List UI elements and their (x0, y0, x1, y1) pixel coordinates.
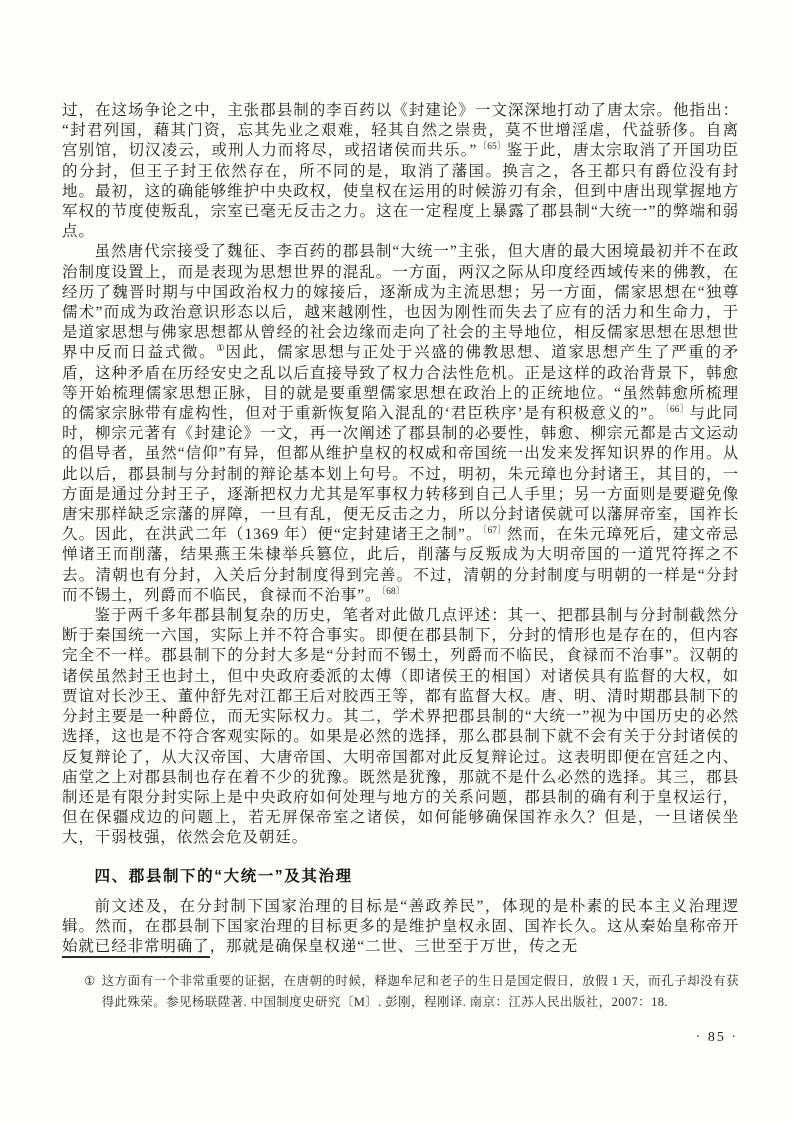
footnote (62, 971, 739, 1012)
section-heading: 四、郡县制下的“大统一”及其治理 (94, 867, 353, 885)
footnote-marker: ① (84, 974, 96, 988)
paragraph-continuation: 过，在这场争论之中，主张郡县制的李百药以《封建论》一文深深地打动了唐太宗。他指出：“封君列国，藉其门资，忘其先业之艰难，轻其自然之崇贵，莫不世增淫虐，代益骄侈。自离宫别馆，切汉凌云，或刑人力而将尽，或招诸侯而共乐。”$^{〔65〕}$鉴于此，唐太宗取消了开国功臣的分封，但王子封王依然存在，所不同的是，取消了藩国。换言之，各王都只有爵位没有封地。最初，这的确能够维护中央政权，使皇权在运用的时候游刃有余，但到中唐出现掌握地方军权的节度使叛乱，宗室已毫无反击之力。这在一定程度上暴露了郡县制“大统一”的弊端和弱点。 (62, 102, 739, 241)
paragraph-commentary: 鉴于两千多年郡县制复杂的历史，笔者对此做几点评述：其一、把郡县制与分封制截然分断于秦国统一六国，实际上并不符合事实。即便在郡县制下，分封的情形也是存在的，但内容完全不一样。郡县制下的分封大多是“分封而不锡土，列爵而不临民，食禄而不治事”。汉朝的诸侯虽然封王也封土，但中央政府委派的太傅（即诸侯王的相国）对诸侯具有监督的大权，如贾谊对长沙王、董仲舒先对江都王后对胶西王等，都有监督大权。唐、明、清时期郡县制下的分封主要是一种爵位，而无实际权力。其二，学术界把郡县制的“大统一”视为中国历史的必然选择，这也是不符合客观实际的。如果是必然的选择，那么郡县制下就不会有关于分封诸侯的反复辩论了，从大汉帝国、大唐帝国、大明帝国都对此反复辩论过。这表明即便在宫廷之内、庙堂之上对郡县制也存在着不少的犹豫。既然是犹豫，那就不是什么必然的选择。其三，郡县制还是有限分封实际上是中央政府如何处理与地方的关系问题，郡县制的确有利于皇权运行，但在保疆戍边的问题上，若无屏保帝室之诸侯，如何能够确保国祚永久？但是，一旦诸侯坐大，干弱枝强，依然会危及朝廷。 (62, 607, 739, 847)
footnote-area (62, 956, 739, 1012)
paragraph-tang-thought: 虽然唐代宗接受了魏征、李百药的郡县制“大统一”主张，但大唐的最大困境最初并不在政治制度设置上，而是表现为思想世界的混乱。一方面，两汉之际从印度经西域传来的佛教，在经历了魏晋时期与中国政治权力的嫁接后，逐渐成为主流思想；另一方面，儒家思想在“独尊儒术”而成为政治意识形态以后，越来越刚性，也因为刚性而失去了应有的活力和生命力，于是道家思想与佛家思想都从曾经的社会边缘而走向了社会的主导地位，相反儒家思想在思想世界中反而日益式微。①因此，儒家思想与正处于兴盛的佛教思想、道家思想产生了严重的矛盾，这种矛盾在历经安史之乱以后直接导致了权力合法性危机。正是这样的政治背景下，韩愈等开始梳理儒家思想正脉，目的就是要重塑儒家思想在政治上的正统地位。“虽然韩愈所梳理的儒家宗脉带有虚构性，但对于重新恢复陷入混乱的‘君臣秩序’是有积极意义的”。$^{〔66〕}$与此同时，柳宗元著有《封建论》一文，再一次阐述了郡县制的必要性，韩愈、柳宗元都是古文运动的倡导者，虽然“信仰”有异，但都从维护皇权的权威和帝国统一出发来发挥知识界的作用。从此以后，郡县制与分封制的辩论基本划上句号。不过，明初，朱元璋也分封诸王，其目的，一方面是通过分封王子，逐渐把权力尤其是军事权力转移到自己人手里；另一方面则是要避免像唐宋那样缺乏宗藩的屏障，一旦有乱，便无反击之力，所以分封诸侯就可以藩屏帝室，国祚长久。因此，在洪武二年（1369 年）便“定封建诸王之制”。$^{〔67〕}$然而，在朱元璋死后，建文帝忌惮诸王而削藩，结果燕王朱棣举兵篡位，此后，削藩与反叛成为大明帝国的一道咒符挥之不去。清朝也有分封，入关后分封制度得到完善。不过，清朝的分封制度与明朝的一样是“分封而不锡土，列爵而不临民，食禄而不治事”。$^{〔68〕}$ (62, 243, 739, 604)
paragraph-governance: 前文述及，在分封制下国家治理的目标是“善政养民”，体现的是朴素的民本主义治理逻辑。然而，在郡县制下国家治理的目标更多的是维护皇权永固、国祚长久。这从秦始皇称帝开始就已经非常明确了，那就是确保皇权递“二世、三世至于万世，传之无 (62, 897, 739, 955)
page-number: · 85 · (695, 1030, 738, 1045)
article-body (62, 101, 739, 957)
footnote-divider (62, 956, 210, 958)
footnote-text: 这方面有一个非常重要的证据，在唐朝的时候，释迦牟尼和老子的生日是国定假日，放假 1 天，而孔子却没有获得此殊荣。参见杨联陞著. 中国制度史研究〔M〕. 彭刚，程刚译. 南京：江苏人民出版社，2007：18. (101, 974, 739, 1009)
